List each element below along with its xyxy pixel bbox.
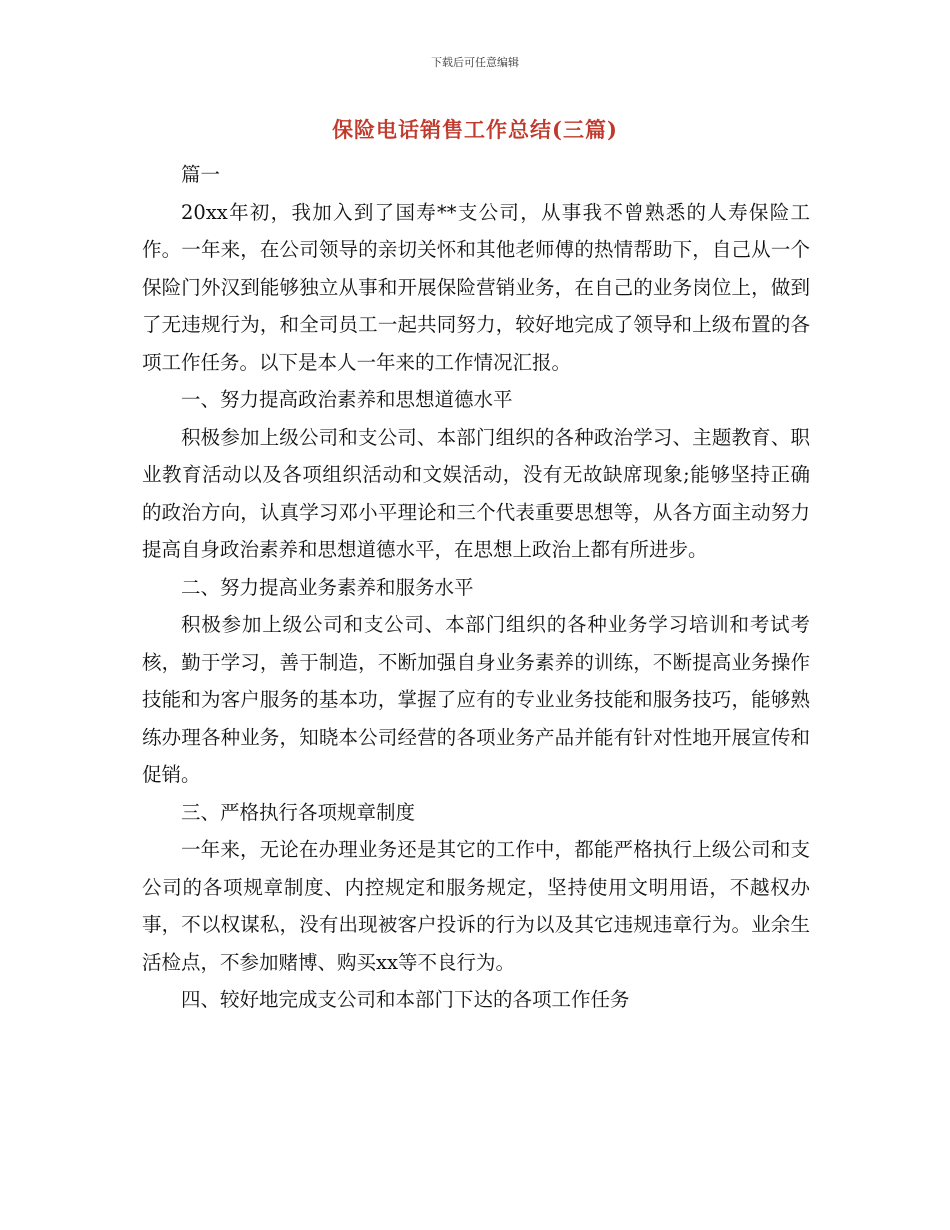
section-heading: 一、努力提高政治素养和思想道德水平 bbox=[181, 388, 513, 411]
body-paragraph: 20xx年初，我加入到了国寿**支公司，从事我不曾熟悉的人寿保险工作。一年来，在公司领导的亲切关怀和其他老师傅的热情帮助下，自己从一个保险门外汉到能够独立从事和开展保险营销业务，在自己的业务岗位上，做到了无违规行为，和全司员工一起共同努力，较好地完成了领导和上级布置的各项工作任务。以下是本人一年来的工作情况汇报。 bbox=[142, 200, 810, 374]
header-note: 下载后可任意编辑 bbox=[431, 56, 519, 69]
section-heading: 三、严格执行各项规章制度 bbox=[181, 800, 416, 824]
section-label: 篇一 bbox=[181, 163, 221, 186]
section-heading: 四、较好地完成支公司和本部门下达的各项工作任务 bbox=[181, 988, 630, 1011]
document-body bbox=[142, 156, 810, 1019]
body-paragraph: 一年来，无论在办理业务还是其它的工作中，都能严格执行上级公司和支公司的各项规章制度、内控规定和服务规定，坚持使用文明用语，不越权办事，不以权谋私，没有出现被客户投诉的行为以及其它违规违章行为。业余生活检点，不参加赌博、购买xx等不良行为。 bbox=[142, 838, 810, 974]
document-title: 保险电话销售工作总结(三篇) bbox=[332, 117, 618, 142]
body-paragraph: 积极参加上级公司和支公司、本部门组织的各种业务学习培训和考试考核，勤于学习，善于制造，不断加强自身业务素养的训练，不断提高业务操作技能和为客户服务的基本功，掌握了应有的专业业务技能和服务技巧，能够熟练办理各种业务，知晓本公司经营的各项业务产品并能有针对性地开展宣传和促销。 bbox=[142, 613, 810, 786]
body-paragraph: 积极参加上级公司和支公司、本部门组织的各种政治学习、主题教育、职业教育活动以及各项组织活动和文娱活动，没有无故缺席现象;能够坚持正确的政治方向，认真学习邓小平理论和三个代表重要思想等，从各方面主动努力提高自身政治素养和思想道德水平，在思想上政治上都有所进步。 bbox=[142, 425, 810, 561]
section-heading: 二、努力提高业务素养和服务水平 bbox=[181, 575, 474, 599]
